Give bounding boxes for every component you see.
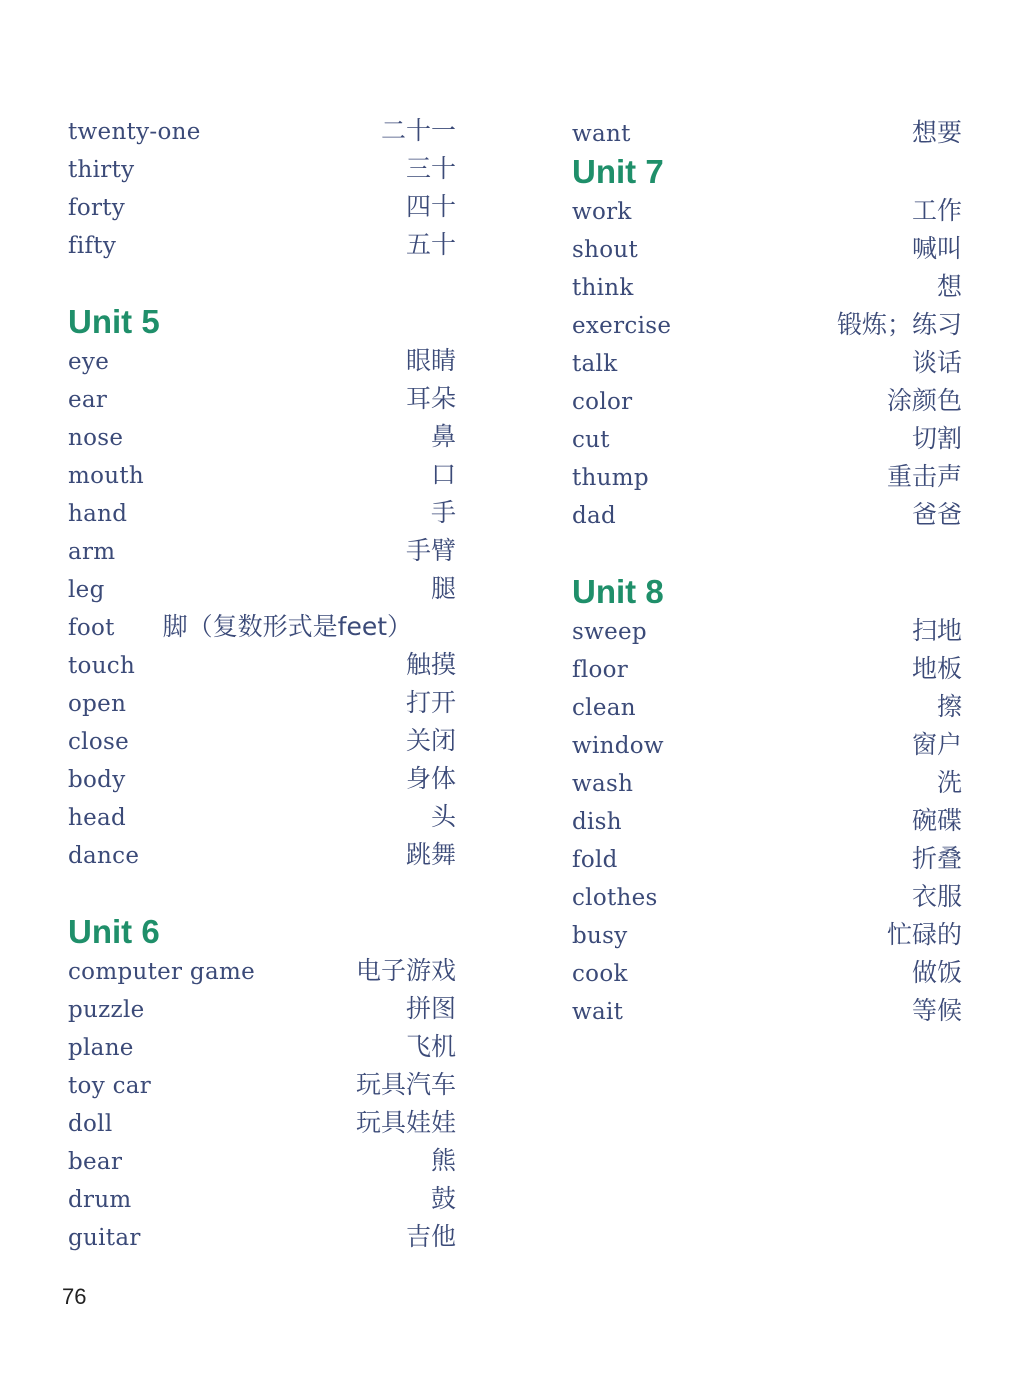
vocab-row [68, 150, 456, 188]
vocab-chinese: 窗户 [911, 730, 962, 759]
vocab-english: mouth [68, 463, 145, 489]
vocab-chinese: 头 [430, 802, 456, 831]
vocab-row [68, 952, 456, 990]
vocab-english: plane [68, 1035, 134, 1061]
section-gap [68, 874, 456, 912]
vocab-english: cut [572, 427, 610, 453]
vocab-chinese: 忙碌的 [886, 920, 962, 949]
vocab-chinese: 地板 [911, 654, 962, 683]
vocab-row [68, 1028, 456, 1066]
vocab-chinese: 口 [430, 460, 456, 489]
vocab-english: want [572, 121, 631, 147]
vocab-chinese: 碗碟 [911, 806, 962, 835]
vocab-chinese: 衣服 [911, 882, 962, 911]
vocab-row [572, 496, 962, 534]
vocab-row [572, 954, 962, 992]
vocab-row [572, 840, 962, 878]
vocab-english: sweep [572, 619, 647, 645]
vocab-english: eye [68, 349, 110, 375]
vocab-row [572, 420, 962, 458]
vocab-chinese: 想 [936, 272, 962, 301]
vocab-english: fold [572, 847, 618, 873]
vocab-english: cook [572, 961, 628, 987]
page-number: 76 [62, 1284, 87, 1309]
vocab-row [572, 878, 962, 916]
vocab-english: toy car [68, 1073, 152, 1099]
vocab-chinese: 谈话 [911, 348, 962, 377]
vocab-english: clothes [572, 885, 658, 911]
unit-7-section [572, 152, 962, 534]
vocab-chinese: 玩具娃娃 [355, 1108, 456, 1137]
unit-5-section [68, 302, 456, 874]
vocab-chinese: 鼻 [430, 422, 456, 451]
vocab-english: clean [572, 695, 636, 721]
vocab-english: shout [572, 237, 639, 263]
vocab-chinese: 四十 [405, 192, 456, 221]
vocab-row [572, 650, 962, 688]
vocab-english: open [68, 691, 127, 717]
vocab-chinese: 洗 [936, 768, 962, 797]
vocab-chinese: 腿 [430, 574, 456, 603]
vocab-row [572, 726, 962, 764]
vocab-chinese: 做饭 [911, 958, 962, 987]
vocab-row [68, 456, 456, 494]
vocab-english: thump [572, 465, 649, 491]
unit-8-section [572, 572, 962, 1030]
vocab-chinese: 五十 [405, 230, 456, 259]
unit-8-heading: Unit 8 [572, 573, 664, 610]
vocab-row [68, 342, 456, 380]
unit-7-heading: Unit 7 [572, 153, 664, 190]
vocab-english: dish [572, 809, 622, 835]
vocab-row [572, 192, 962, 230]
vocab-english: talk [572, 351, 618, 377]
vocab-english: drum [68, 1187, 132, 1213]
vocab-english: color [572, 389, 633, 415]
vocab-chinese: 打开 [405, 688, 456, 717]
vocab-row [68, 112, 456, 150]
vocab-english: fifty [68, 233, 117, 259]
vocab-chinese: 二十一 [380, 116, 456, 145]
vocab-chinese: 玩具汽车 [355, 1070, 456, 1099]
vocab-chinese: 扫地 [911, 616, 962, 645]
vocab-row [68, 1180, 456, 1218]
vocab-row [572, 992, 962, 1030]
vocab-chinese: 触摸 [405, 650, 456, 679]
vocab-row [572, 268, 962, 306]
vocab-english: hand [68, 501, 128, 527]
vocab-row [68, 532, 456, 570]
vocab-english: computer game [68, 959, 255, 985]
vocab-english: puzzle [68, 997, 145, 1023]
vocab-row [572, 382, 962, 420]
vocab-chinese: 电子游戏 [355, 956, 456, 985]
vocab-row [572, 306, 962, 344]
vocab-english: guitar [68, 1225, 141, 1251]
unit-6-section [68, 912, 456, 1256]
vocab-chinese: 重击声 [886, 462, 962, 491]
vocab-chinese: 身体 [405, 764, 456, 793]
unit-5-heading: Unit 5 [68, 303, 160, 340]
left-top-list [68, 112, 456, 264]
vocab-english: twenty-one [68, 119, 201, 145]
vocab-english: dad [572, 503, 617, 529]
unit-6-heading: Unit 6 [68, 913, 160, 950]
vocab-chinese: 眼睛 [405, 346, 456, 375]
vocab-english: ear [68, 387, 108, 413]
vocab-chinese: 喊叫 [911, 234, 962, 263]
vocab-chinese: 跳舞 [405, 840, 456, 869]
vocab-row [68, 188, 456, 226]
vocab-english: work [572, 199, 632, 225]
vocab-english: floor [572, 657, 629, 683]
vocab-chinese: 爸爸 [911, 500, 962, 529]
vocab-chinese: 切割 [911, 424, 962, 453]
vocab-english: nose [68, 425, 124, 451]
vocab-english: think [572, 275, 634, 301]
vocab-english: body [68, 767, 126, 793]
vocab-chinese: 等候 [911, 996, 962, 1025]
vocab-row [68, 760, 456, 798]
vocab-chinese: 吉他 [405, 1222, 456, 1251]
vocab-row [68, 226, 456, 264]
vocab-chinese: 关闭 [405, 726, 456, 755]
vocab-row [68, 1142, 456, 1180]
vocab-row-foot [68, 608, 456, 646]
vocab-row [572, 114, 962, 152]
vocab-english: head [68, 805, 127, 831]
vocab-row [68, 418, 456, 456]
vocab-row [68, 494, 456, 532]
vocab-english: leg [68, 577, 105, 603]
vocab-chinese: 飞机 [405, 1032, 456, 1061]
vocab-english: dance [68, 843, 140, 869]
vocab-row [572, 612, 962, 650]
vocab-chinese: 锻炼；练习 [836, 310, 962, 339]
vocab-row [68, 722, 456, 760]
vocab-row [68, 1104, 456, 1142]
vocab-row [68, 990, 456, 1028]
vocab-row [572, 230, 962, 268]
right-column [572, 114, 962, 1030]
vocab-row [572, 764, 962, 802]
vocab-row [68, 684, 456, 722]
vocab-row [572, 344, 962, 382]
vocab-row [572, 458, 962, 496]
vocab-chinese: 脚（复数形式是feet） [162, 612, 413, 641]
vocab-english: exercise [572, 313, 672, 339]
vocab-english: foot [68, 615, 115, 641]
vocab-english: bear [68, 1149, 123, 1175]
section-gap [68, 264, 456, 302]
vocab-row [68, 380, 456, 418]
vocab-english: doll [68, 1111, 113, 1137]
vocab-chinese: 拼图 [405, 994, 456, 1023]
vocab-chinese: 擦 [936, 692, 962, 721]
vocab-row [68, 836, 456, 874]
vocab-english: window [572, 733, 664, 759]
left-column [68, 112, 456, 1256]
vocab-row [68, 1066, 456, 1104]
vocab-english: close [68, 729, 129, 755]
vocab-chinese: 折叠 [911, 844, 962, 873]
vocab-chinese: 熊 [430, 1146, 456, 1175]
vocab-chinese: 手 [430, 498, 456, 527]
vocab-row [68, 646, 456, 684]
vocab-english: wash [572, 771, 634, 797]
vocab-english: arm [68, 539, 116, 565]
vocab-english: thirty [68, 157, 135, 183]
vocab-english: wait [572, 999, 624, 1025]
vocab-row [68, 570, 456, 608]
vocab-row [572, 688, 962, 726]
vocab-row [68, 798, 456, 836]
vocab-chinese: 想要 [911, 118, 962, 147]
vocab-chinese: 耳朵 [405, 384, 456, 413]
vocab-english: busy [572, 923, 628, 949]
vocab-chinese: 涂颜色 [886, 386, 962, 415]
vocab-chinese: 工作 [911, 196, 962, 225]
vocab-chinese: 鼓 [430, 1184, 456, 1213]
vocab-chinese: 手臂 [405, 536, 456, 565]
section-gap [572, 534, 962, 572]
vocab-english: forty [68, 195, 126, 221]
vocab-english: touch [68, 653, 136, 679]
vocab-row [572, 916, 962, 954]
vocab-row [572, 802, 962, 840]
vocab-chinese: 三十 [405, 154, 456, 183]
vocab-row [68, 1218, 456, 1256]
